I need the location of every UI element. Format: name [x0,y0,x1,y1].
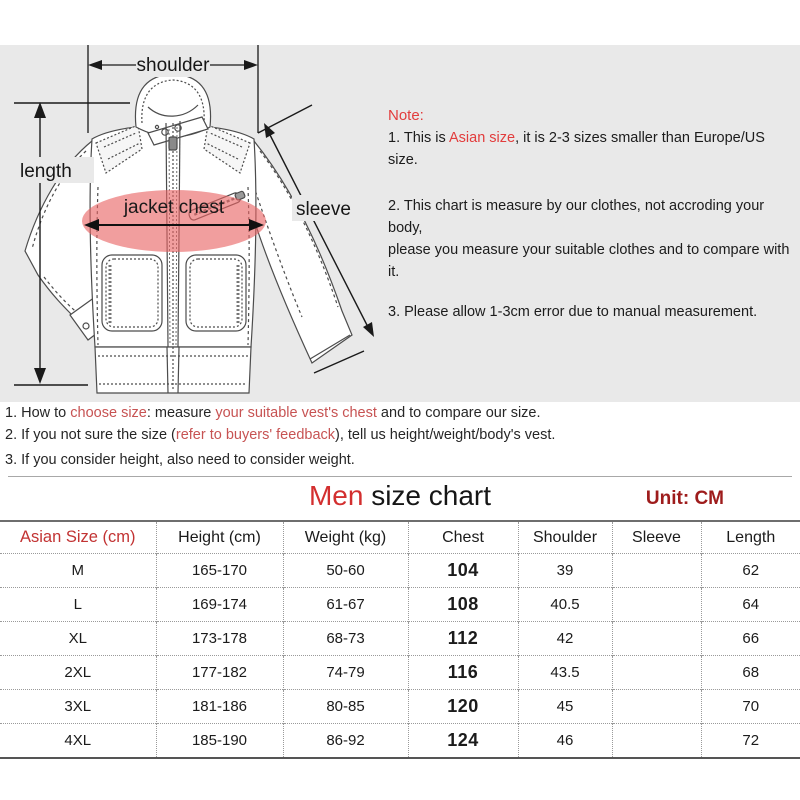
table-cell: 169-174 [156,588,283,622]
column-header-height: Height (cm) [156,521,283,554]
table-cell: XL [0,622,156,656]
column-header-asian-size: Asian Size (cm) [19,528,136,546]
tip-line-3: 3. If you consider height, also need to consider weight. [5,452,355,468]
table-row-3xl [0,690,800,724]
unit-label: Unit: CM [645,488,724,509]
table-cell: 42 [518,622,612,656]
note-item-3: 3. Please allow 1-3cm error due to manual measurement. [388,304,758,320]
note-item-2: 2. This chart is measure by our clothes, not accroding your body, please you measure your suitable clothes and to compare with it. [388,198,790,280]
table-cell [612,690,701,724]
table-cell: 3XL [0,690,156,724]
table-cell: 68-73 [283,622,408,656]
chest-label: jacket chest [123,197,225,218]
length-label: length [20,161,72,182]
tips-section [5,402,555,471]
table-cell: 173-178 [156,622,283,656]
note-heading: Note: [388,107,424,124]
chart-title-row [8,476,792,521]
table-cell: 112 [408,622,518,656]
table-cell [612,724,701,759]
table-cell: 2XL [0,656,156,690]
column-header-weight: Weight (kg) [283,521,408,554]
note-section [388,105,796,323]
table-cell: 124 [408,724,518,759]
sleeve-label: sleeve [296,199,351,220]
table-row-m [0,554,800,588]
chest-measure [82,190,266,252]
table-cell: 80-85 [283,690,408,724]
table-cell: 104 [408,554,518,588]
table-cell: 68 [701,656,800,690]
jacket-diagram [0,45,390,402]
table-row-2xl [0,656,800,690]
table-cell: 62 [701,554,800,588]
table-cell: 72 [701,724,800,759]
table-row-4xl [0,724,800,759]
table-cell [612,622,701,656]
table-cell: 86-92 [283,724,408,759]
table-cell: 120 [408,690,518,724]
table-cell [612,588,701,622]
table-cell: 39 [518,554,612,588]
column-header-shoulder: Shoulder [518,521,612,554]
table-cell: 66 [701,622,800,656]
header-row [0,521,800,554]
table-row-xl [0,622,800,656]
asian-size-highlight: Asian size [448,130,516,146]
table-cell [612,554,701,588]
table-cell: M [0,554,156,588]
table-cell: 50-60 [283,554,408,588]
column-header-length: Length [701,521,800,554]
note-item-1: 1. This is Asian size, it is 2-3 sizes smaller than Europe/US size. [388,130,765,168]
column-header-sleeve: Sleeve [612,521,701,554]
table-cell: 74-79 [283,656,408,690]
shoulder-label: shoulder [136,55,210,76]
table-cell: 4XL [0,724,156,759]
table-cell: 165-170 [156,554,283,588]
table-cell: 46 [518,724,612,759]
table-cell: 177-182 [156,656,283,690]
table-cell: 61-67 [283,588,408,622]
table-cell [612,656,701,690]
table-cell: 64 [701,588,800,622]
column-header-chest: Chest [408,521,518,554]
size-table [0,520,800,759]
table-cell: 45 [518,690,612,724]
tip-line-2: 2. If you not sure the size (refer to buyers' feedback), tell us height/weight/body's vest. [5,427,556,443]
table-cell: 181-186 [156,690,283,724]
table-cell: 40.5 [518,588,612,622]
table-cell: 116 [408,656,518,690]
table-cell: L [0,588,156,622]
table-cell: 70 [701,690,800,724]
table-row-l [0,588,800,622]
table-cell: 108 [408,588,518,622]
table-cell: 185-190 [156,724,283,759]
table-cell: 43.5 [518,656,612,690]
tip-line-1: 1. How to choose size: measure your suitable vest's chest and to compare our size. [5,405,541,421]
chart-title: Men size chart [308,480,492,511]
